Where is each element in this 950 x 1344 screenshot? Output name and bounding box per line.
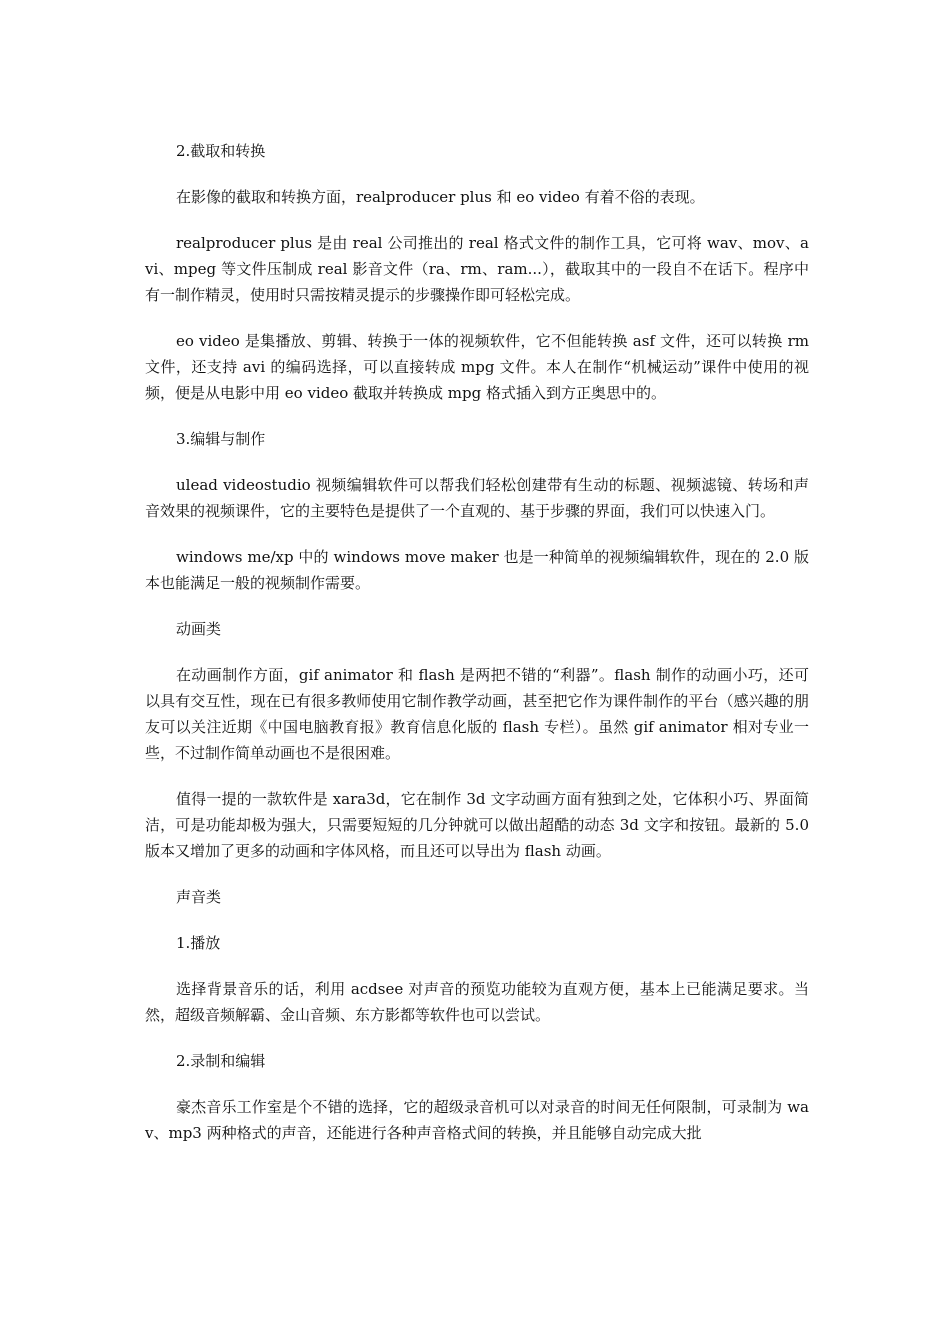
para-movie-maker: windows me/xp 中的 windows move maker 也是一种简单的视频编辑软件，现在的 2.0 版本也能满足一般的视频制作需要。	[145, 548, 809, 592]
para-capture-intro: 在影像的截取和转换方面，realproducer plus 和 eo video 有着不俗的表现。	[176, 188, 705, 206]
para-eo-video: eo video 是集播放、剪辑、转换于一体的视频软件，它不但能转换 asf 文件，还可以转换 rm 文件，还支持 avi 的编码选择，可以直接转成 mpg 文件。本人在制作“机械运动”课件中使用的视频，便是从电影中用 eo video 截取并转换成 mpg 格式插入到方正奥思中的。	[145, 332, 809, 402]
heading-record-edit: 2.录制和编辑	[176, 1052, 266, 1070]
heading-capture-convert: 2.截取和转换	[176, 142, 266, 160]
para-realproducer: realproducer plus 是由 real 公司推出的 real 格式文件的制作工具，它可将 wav、mov、avi、mpeg 等文件压制成 real 影音文件（ra、rm、ram...），截取其中的一段自不在话下。程序中有一制作精灵，使用时只需按精灵提示的步骤操作即可轻松完成。	[145, 234, 809, 304]
para-acdsee: 选择背景音乐的话，利用 acdsee 对声音的预览功能较为直观方便，基本上已能满足要求。当然，超级音频解霸、金山音频、东方影都等软件也可以尝试。	[145, 980, 809, 1024]
para-xara3d: 值得一提的一款软件是 xara3d，它在制作 3d 文字动画方面有独到之处，它体积小巧、界面简洁，可是功能却极为强大，只需要短短的几分钟就可以做出超酷的动态 3d 文字和按钮。最新的 5.0 版本又增加了更多的动画和字体风格，而且还可以导出为 flash 动画。	[145, 790, 809, 860]
heading-animation: 动画类	[176, 620, 222, 638]
heading-edit-produce: 3.编辑与制作	[176, 430, 266, 448]
para-animation-tools: 在动画制作方面，gif animator 和 flash 是两把不错的“利器”。flash 制作的动画小巧，还可以具有交互性，现在已有很多教师使用它制作教学动画，甚至把它作为课件制作的平台（感兴趣的朋友可以关注近期《中国电脑教育报》教育信息化版的 flash 专栏）。虽然 gif animator 相对专业一些，不过制作简单动画也不是很困难。	[145, 666, 809, 762]
para-videostudio: ulead videostudio 视频编辑软件可以帮我们轻松创建带有生动的标题、视频滤镜、转场和声音效果的视频课件，它的主要特色是提供了一个直观的、基于步骤的界面，我们可以快速入门。	[145, 476, 809, 520]
heading-playback: 1.播放	[176, 934, 221, 952]
document-body	[145, 138, 809, 1166]
para-haojie: 豪杰音乐工作室是个不错的选择，它的超级录音机可以对录音的时间无任何限制，可录制为 wav、mp3 两种格式的声音，还能进行各种声音格式间的转换，并且能够自动完成大批	[145, 1098, 809, 1142]
heading-sound: 声音类	[176, 888, 222, 906]
